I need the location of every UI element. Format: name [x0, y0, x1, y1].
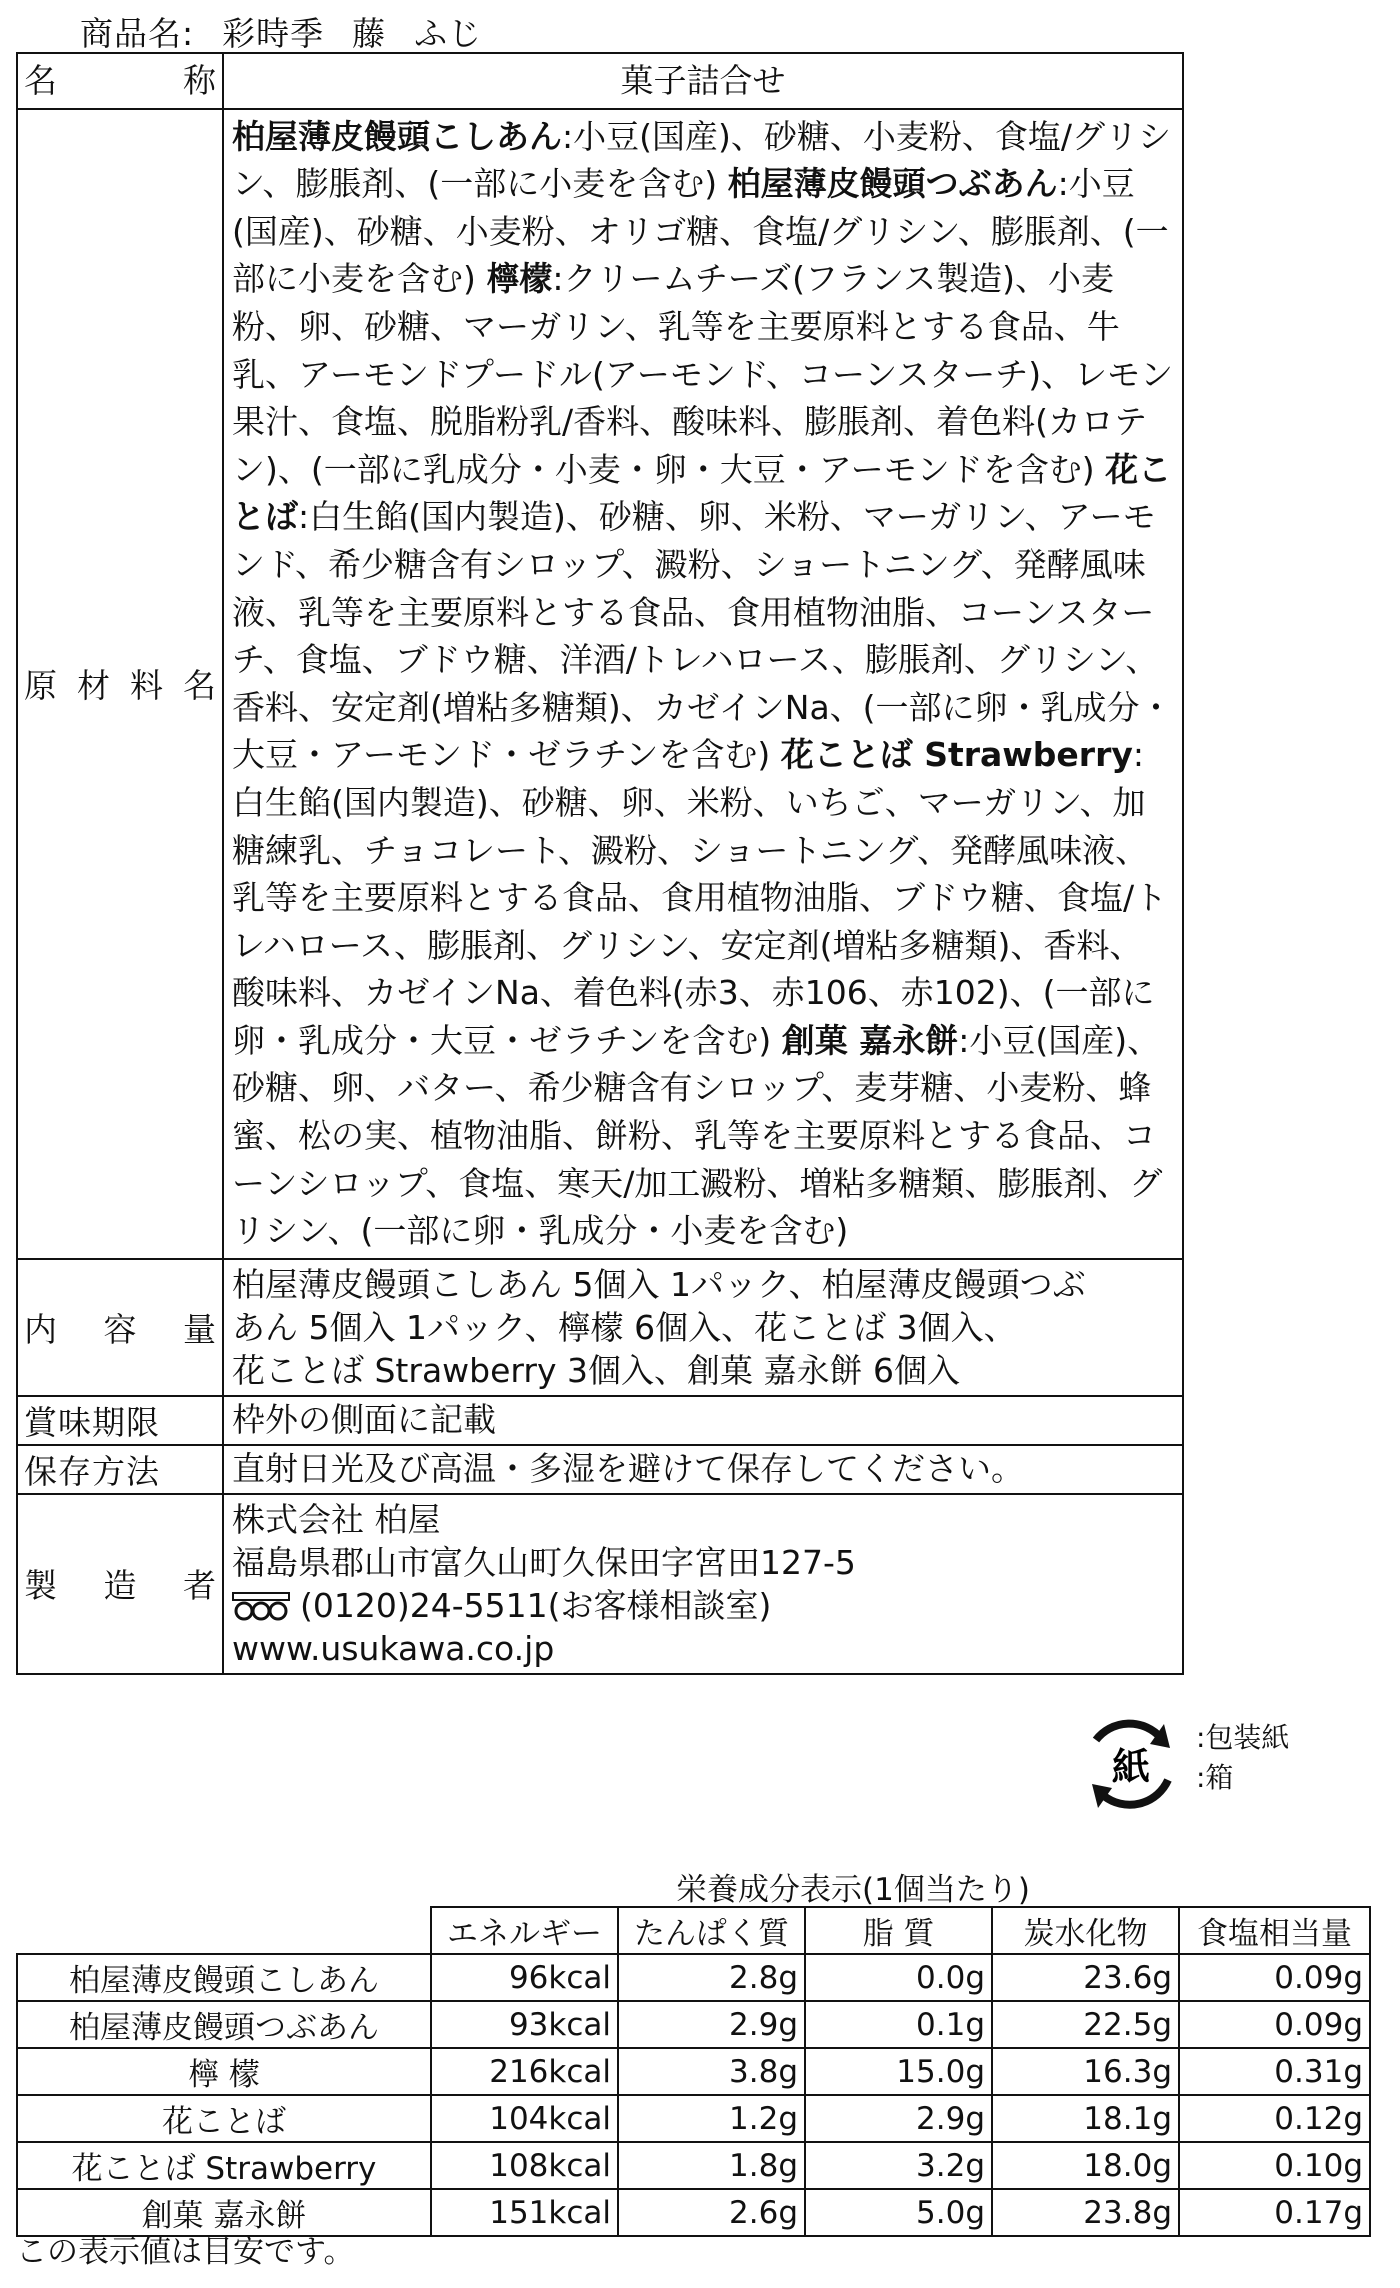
maker-url[interactable]: www.usukawa.co.jp [232, 1628, 555, 1668]
product-name-label: 商品名: [80, 14, 195, 53]
header-carbohydrate: 炭水化物 [992, 1907, 1179, 1954]
ingredient-list: :白生餡(国内製造)、砂糖、卵、米粉、いちご、マーガリン、加糖練乳、チョコレート、澱粉、ショートニング、発酵風味液、乳等を主要原料とする食品、食用植物油脂、ブドウ糖、食塩/トレハロース、膨脹剤、グリシン、安定剤(増粘多糖類)、香料、酸味料、カゼインNa、着色料(赤3、赤106、赤102)、(一部に卵・乳成分・大豆・ゼラチンを含む) [232, 735, 1168, 1060]
label-genzairyo: 原 材 料 名 [17, 109, 223, 1259]
paper-recycle-mark-icon [1066, 1710, 1196, 1820]
ingredient-name: 花ことば Strawberry [780, 735, 1133, 775]
nutrition-header-row [17, 1907, 1370, 1954]
header-protein: たんぱく質 [618, 1907, 805, 1954]
nutrition-row: 花ことば 104kcal 1.2g 2.9g 18.1g 0.12g [17, 2095, 1370, 2142]
shomi-value: 枠外の側面に記載 [223, 1396, 1183, 1445]
nutrition-row: 創菓 嘉永餅 151kcal 2.6g 5.0g 23.8g 0.17g [17, 2189, 1370, 2236]
naiyoryo-line: あん 5個入 1パック、檸檬 6個入、花ことば 3個入、 [232, 1307, 1017, 1347]
ingredient-name: 創菓 嘉永餅 [781, 1020, 959, 1060]
row-seizo [17, 1494, 1183, 1674]
label-seizo: 製 造 者 [17, 1494, 223, 1674]
maker-company: 株式会社 柏屋 [232, 1499, 441, 1539]
maker-address: 福島県郡山市富久山町久保田字宮田127-5 [232, 1542, 856, 1582]
nutrition-row: 柏屋薄皮饅頭つぶあん 93kcal 2.9g 0.1g 22.5g 0.09g [17, 2001, 1370, 2048]
header-energy: エネルギー [431, 1907, 618, 1954]
label-meisho: 名 称 [17, 53, 223, 109]
row-genzairyo [17, 109, 1183, 1259]
label-naiyoryo: 内 容 量 [17, 1259, 223, 1396]
ingredients-text [223, 109, 1183, 1259]
nutrition-row: 柏屋薄皮饅頭こしあん 96kcal 2.8g 0.0g 23.6g 0.09g [17, 1954, 1370, 2001]
maker-info [223, 1494, 1183, 1674]
product-name-1: 彩時季 [222, 14, 325, 53]
row-hozon [17, 1445, 1183, 1494]
label-hozon: 保存方法 [17, 1445, 223, 1494]
meisho-value: 菓子詰合せ [223, 53, 1183, 109]
footnote: この表示値は目安です。 [16, 2234, 355, 2270]
ingredient-name: 柏屋薄皮饅頭こしあん [232, 116, 562, 156]
maker-phone: (0120)24-5511(お客様相談室) [300, 1585, 772, 1625]
nutrition-row: 花ことば Strawberry 108kcal 1.8g 3.2g 18.0g 0.10g [17, 2142, 1370, 2189]
header-salt: 食塩相当量 [1179, 1907, 1370, 1954]
naiyoryo-line: 花ことば Strawberry 3個入、創菓 嘉永餅 6個入 [232, 1350, 960, 1390]
ingredient-list: :小豆(国産)、砂糖、小麦粉、食塩/グリシン、膨脹剤、(一部に小麦を含む) [232, 116, 1171, 204]
naiyoryo-line: 柏屋薄皮饅頭こしあん 5個入 1パック、柏屋薄皮饅頭つぶ [232, 1264, 1086, 1304]
ingredient-name: 花ことば [232, 449, 1172, 537]
ingredient-list: :クリームチーズ(フランス製造)、小麦粉、卵、砂糖、マーガリン、乳等を主要原料とする食品、牛乳、アーモンドプードル(アーモンド、コーンスターチ)、レモン果汁、食塩、脱脂粉乳/香料、酸味料、膨脹剤、着色料(カロテン)、(一部に乳成分・小麦・卵・大豆・アーモンドを含む) [232, 259, 1174, 489]
freedial-icon [232, 1592, 290, 1622]
ingredient-name: 柏屋薄皮饅頭つぶあん [727, 164, 1058, 204]
label-table [16, 52, 1184, 1675]
product-name-2: 藤 [352, 14, 387, 53]
recycle-item: :包装紙 [1196, 1721, 1290, 1754]
recycle-mark-text: 紙 [1111, 1745, 1151, 1789]
maker-phone-line [232, 1584, 1174, 1627]
row-naiyoryo [17, 1259, 1183, 1396]
row-meisho [17, 53, 1183, 109]
product-name-line [80, 8, 510, 55]
label-shomi: 賞味期限 [17, 1396, 223, 1445]
hozon-value: 直射日光及び高温・多湿を避けて保存してください。 [223, 1445, 1183, 1494]
nutrition-corner [17, 1907, 431, 1954]
row-shomi [17, 1396, 1183, 1445]
nutrition-title: 栄養成分表示(1個当たり) [676, 1872, 1030, 1908]
recycle-item: :箱 [1196, 1761, 1234, 1794]
recycle-items [1196, 1718, 1289, 1798]
ingredient-list: :小豆(国産)、砂糖、小麦粉、オリゴ糖、食塩/グリシン、膨脹剤、(一部に小麦を含む) [232, 164, 1169, 299]
ingredient-list: :白生餡(国内製造)、砂糖、卵、米粉、マーガリン、アーモンド、希少糖含有シロップ、澱粉、ショートニング、発酵風味液、乳等を主要原料とする食品、食用植物油脂、コーンスターチ、食塩、ブドウ糖、洋酒/トレハロース、膨脹剤、グリシン、香料、安定剤(増粘多糖類)、カゼインNa、(一部に卵・乳成分・大豆・アーモンド・ゼラチンを含む) [232, 497, 1173, 775]
header-fat: 脂 質 [805, 1907, 992, 1954]
naiyoryo-value [223, 1259, 1183, 1396]
nutrition-table [16, 1906, 1371, 2237]
ingredient-list: :小豆(国産)、砂糖、卵、バター、希少糖含有シロップ、麦芽糖、小麦粉、蜂蜜、松の実、植物油脂、餅粉、乳等を主要原料とする食品、コーンシロップ、食塩、寒天/加工澱粉、増粘多糖類、膨脹剤、グリシン、(一部に卵・乳成分・小麦を含む) [232, 1020, 1163, 1251]
ingredient-name: 檸檬 [486, 259, 553, 299]
nutrition-row: 檸 檬 216kcal 3.8g 15.0g 16.3g 0.31g [17, 2048, 1370, 2095]
product-name-3: ふじ [414, 14, 483, 53]
